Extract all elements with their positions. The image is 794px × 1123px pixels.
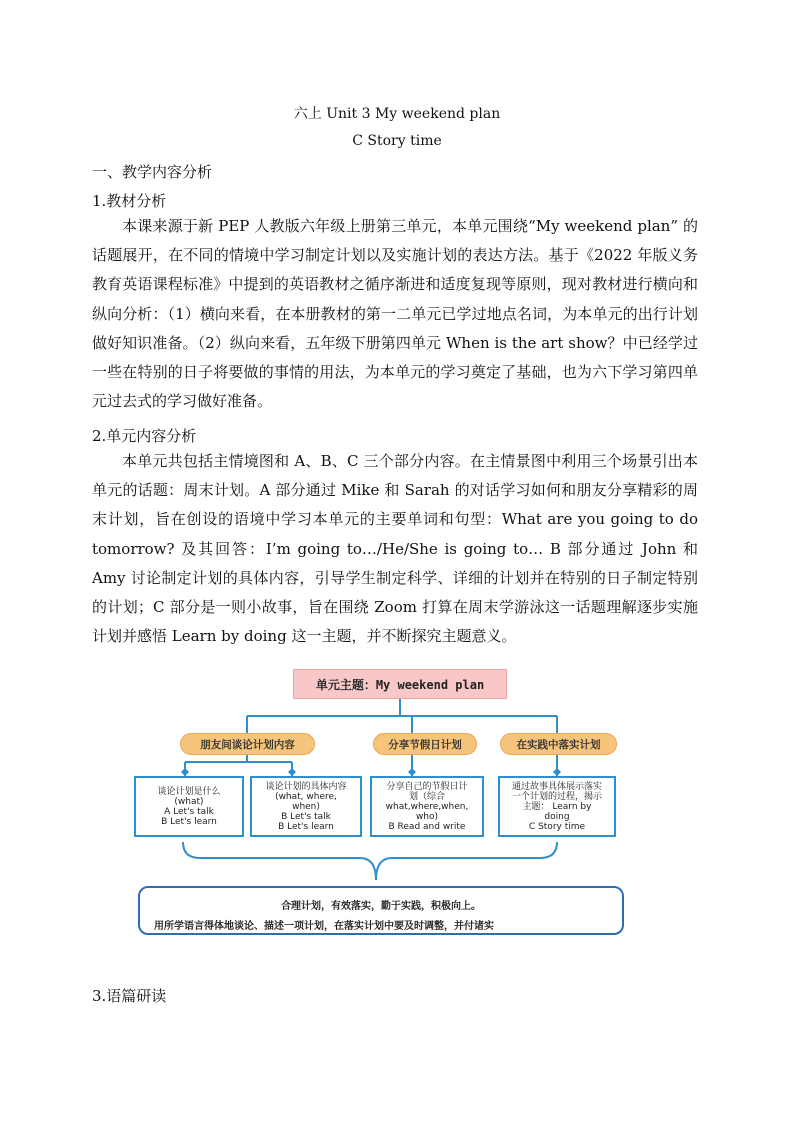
document-title: 六上 Unit 3 My weekend plan <box>293 106 501 122</box>
content-box-story: 通过故事具体展示落实 一个计划的过程，揭示 主题： Learn by doing C Story time <box>498 776 616 837</box>
unit-theme-box: 单元主题：My weekend plan <box>293 669 507 699</box>
content-box-holiday: 分享自己的节假日计 划（综合 what,where,when, who) B Read and write <box>370 776 484 837</box>
paragraph-unit-analysis: 本单元共包括主情境图和 A、B、C 三个部分内容。在主情景图中利用三个场景引出本单元的话题：周末计划。A 部分通过 Mike 和 Sarah 的对话学习如何和朋友分享精彩的周末计划，旨在创设的语境中学习本单元的主要单词和句型：What are you going to do tomorrow? 及其回答：I’m going to…/He/She is going to… B 部分通过 John 和 Amy 讨论制定计划的具体内容，引导学生制定科学、详细的计划并在特别的日子制定特别的计划；C 部分是一则小故事，旨在围绕 Zoom 打算在周末学游泳这一话题理解逐步实施计划并感悟 Learn by doing 这一主题，并不断探究主题意义。 <box>92 452 698 646</box>
content-box-details: 谈论计划的具体内容 (what, where, when) B Let's talk B Let's learn <box>250 776 362 837</box>
pill-friends-discuss: 朋友间谈论计划内容 <box>180 733 315 755</box>
document-subtitle: C Story time <box>352 133 442 149</box>
pill-share-holiday: 分享节假日计划 <box>373 733 477 755</box>
paragraph-textbook-analysis: 本课来源于新 PEP 人教版六年级上册第三单元，本单元围绕“My weekend plan” 的话题展开，在不同的情境中学习制定计划以及实施计划的表达方法。基于《2022 年版义务教育英语课程标准》中提到的英语教材之循序渐进和适度复现等原则，现对教材进行横向和纵向分析：（1）横向来看，在本册教材的第一二单元已学过地点名词，为本单元的出行计划做好知识准备。（2）纵向来看，五年级下册第四单元 When is the art show？中已经学过一些在特别的日子将要做的事情的用法，为本单元的学习奠定了基础，也为六下学习第四单元过去式的学习做好准备。 <box>92 217 698 411</box>
subheading-unit-analysis: 2.单元内容分析 <box>92 427 197 445</box>
pill-practice-plan: 在实践中落实计划 <box>500 733 617 755</box>
summary-box <box>138 886 624 935</box>
section-heading-discourse: 3.语篇研读 <box>92 987 167 1005</box>
summary-line-2: 用所学语言得体地谈论、描述一项计划，在落实计划中要及时调整，并付诸实 <box>154 921 494 932</box>
section-heading-1: 一、教学内容分析 <box>92 163 213 181</box>
summary-line-1: 合理计划，有效落实，勤于实践，积极向上。 <box>281 901 481 912</box>
content-box-what: 谈论计划是什么 (what) A Let's talk B Let's learn <box>134 776 244 837</box>
subheading-textbook-analysis: 1.教材分析 <box>92 192 167 210</box>
